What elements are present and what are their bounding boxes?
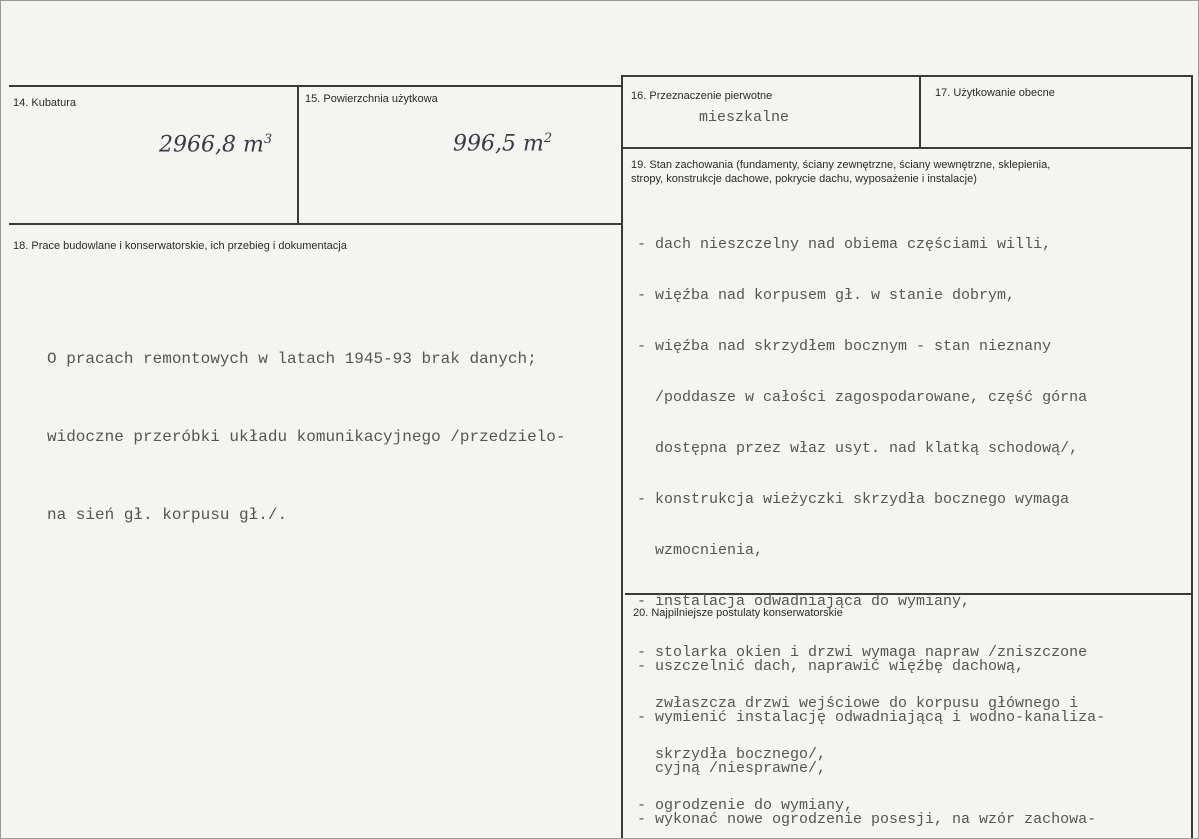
- prace-text: [47, 294, 565, 580]
- field-15-number: 15.: [305, 93, 321, 105]
- postulat-line: - wykonać nowe ogrodzenie posesji, na wzór zachowa-: [637, 811, 1097, 828]
- kubatura-value-text: 2966,8 m: [159, 132, 264, 158]
- postulaty-text: [637, 624, 1105, 839]
- stan-line: - dach nieszczelny nad obiema częściami willi,: [637, 236, 1052, 253]
- prace-line: widoczne przeróbki układu komunikacyjnego /przedzielo-: [47, 428, 566, 446]
- przeznaczenie-value: mieszkalne: [699, 109, 790, 126]
- stan-line: skrzydła bocznego/,: [637, 746, 827, 763]
- rule-under-14-15: [9, 223, 621, 225]
- top-rule-right: [621, 75, 1191, 77]
- stan-line: - konstrukcja wieżyczki skrzydła bocznego wymaga: [637, 491, 1070, 508]
- postulat-line: - wymienić instalację odwadniającą i wodno-kanaliza-: [637, 709, 1106, 726]
- field-14-number: 14.: [13, 97, 29, 109]
- stan-line: zwłaszcza drzwi wejściowe do korpusu głównego i: [637, 695, 1079, 712]
- field-16-label: [631, 89, 772, 103]
- stan-line: wzmocnienia,: [637, 542, 764, 559]
- stan-line: - instalacja odwadniająca do wymiany,: [637, 593, 971, 610]
- field-18-title: Prace budowlane i konserwatorskie, ich przebieg i dokumentacja: [31, 240, 347, 252]
- field-14-title: Kubatura: [31, 97, 77, 109]
- divider-14-15: [297, 85, 299, 225]
- field-16-number: 16.: [631, 90, 647, 102]
- field-15-label: [305, 92, 438, 106]
- field-20-label: [633, 606, 843, 620]
- field-14-label: [13, 96, 76, 110]
- field-19-number: 19.: [631, 159, 647, 171]
- divider-left-right: [621, 77, 623, 839]
- field-17-title: Użytkowanie obecne: [953, 87, 1055, 99]
- field-17-number: 17.: [935, 87, 951, 99]
- postulat-line: cyjną /niesprawne/,: [637, 760, 827, 777]
- prace-line: na sień gł. korpusu gł./.: [47, 506, 288, 524]
- stan-line: - ogrodzenie do wymiany,: [637, 797, 854, 814]
- powierzchnia-value: [453, 131, 552, 156]
- field-20-title: Najpilniejsze postulaty konserwatorskie: [651, 607, 843, 619]
- field-19-label: [631, 158, 1050, 186]
- field-17-label: [935, 86, 1055, 100]
- field-18-number: 18.: [13, 240, 29, 252]
- top-rule: [9, 85, 621, 87]
- postulat-line: - uszczelnić dach, naprawić więźbę dachową,: [637, 658, 1025, 675]
- field-19-title: Stan zachowania (fundamenty, ściany zewnętrzne, ściany wewnętrzne, sklepienia,: [649, 159, 1051, 171]
- right-border: [1191, 75, 1193, 839]
- powierzchnia-value-text: 996,5 m: [453, 131, 544, 157]
- field-20-number: 20.: [633, 607, 649, 619]
- stan-line: - więźba nad korpusem gł. w stanie dobrym,: [637, 287, 1016, 304]
- powierzchnia-exponent: 2: [543, 131, 553, 146]
- rule-under-16-17: [621, 147, 1191, 149]
- kubatura-value: [159, 132, 272, 157]
- divider-16-17: [919, 77, 921, 149]
- kubatura-exponent: 3: [263, 132, 273, 147]
- field-18-label: [13, 239, 347, 253]
- field-16-title: Przeznaczenie pierwotne: [649, 90, 773, 102]
- stan-line: - stolarka okien i drzwi wymaga napraw /zniszczone: [637, 644, 1088, 661]
- stan-line: - więźba nad skrzydłem bocznym - stan nieznany: [637, 338, 1052, 355]
- field-19-title-line-1: [631, 158, 1050, 172]
- prace-line: O pracach remontowych w latach 1945-93 brak danych;: [47, 350, 537, 368]
- field-19-title-line-2: stropy, konstrukcje dachowe, pokrycie dachu, wyposażenie i instalacje): [631, 173, 977, 185]
- stan-line: /poddasze w całości zagospodarowane, część górna: [637, 389, 1088, 406]
- field-15-title: Powierzchnia użytkowa: [323, 93, 438, 105]
- stan-line: dostępna przez właz usyt. nad klatką schodową/,: [637, 440, 1079, 457]
